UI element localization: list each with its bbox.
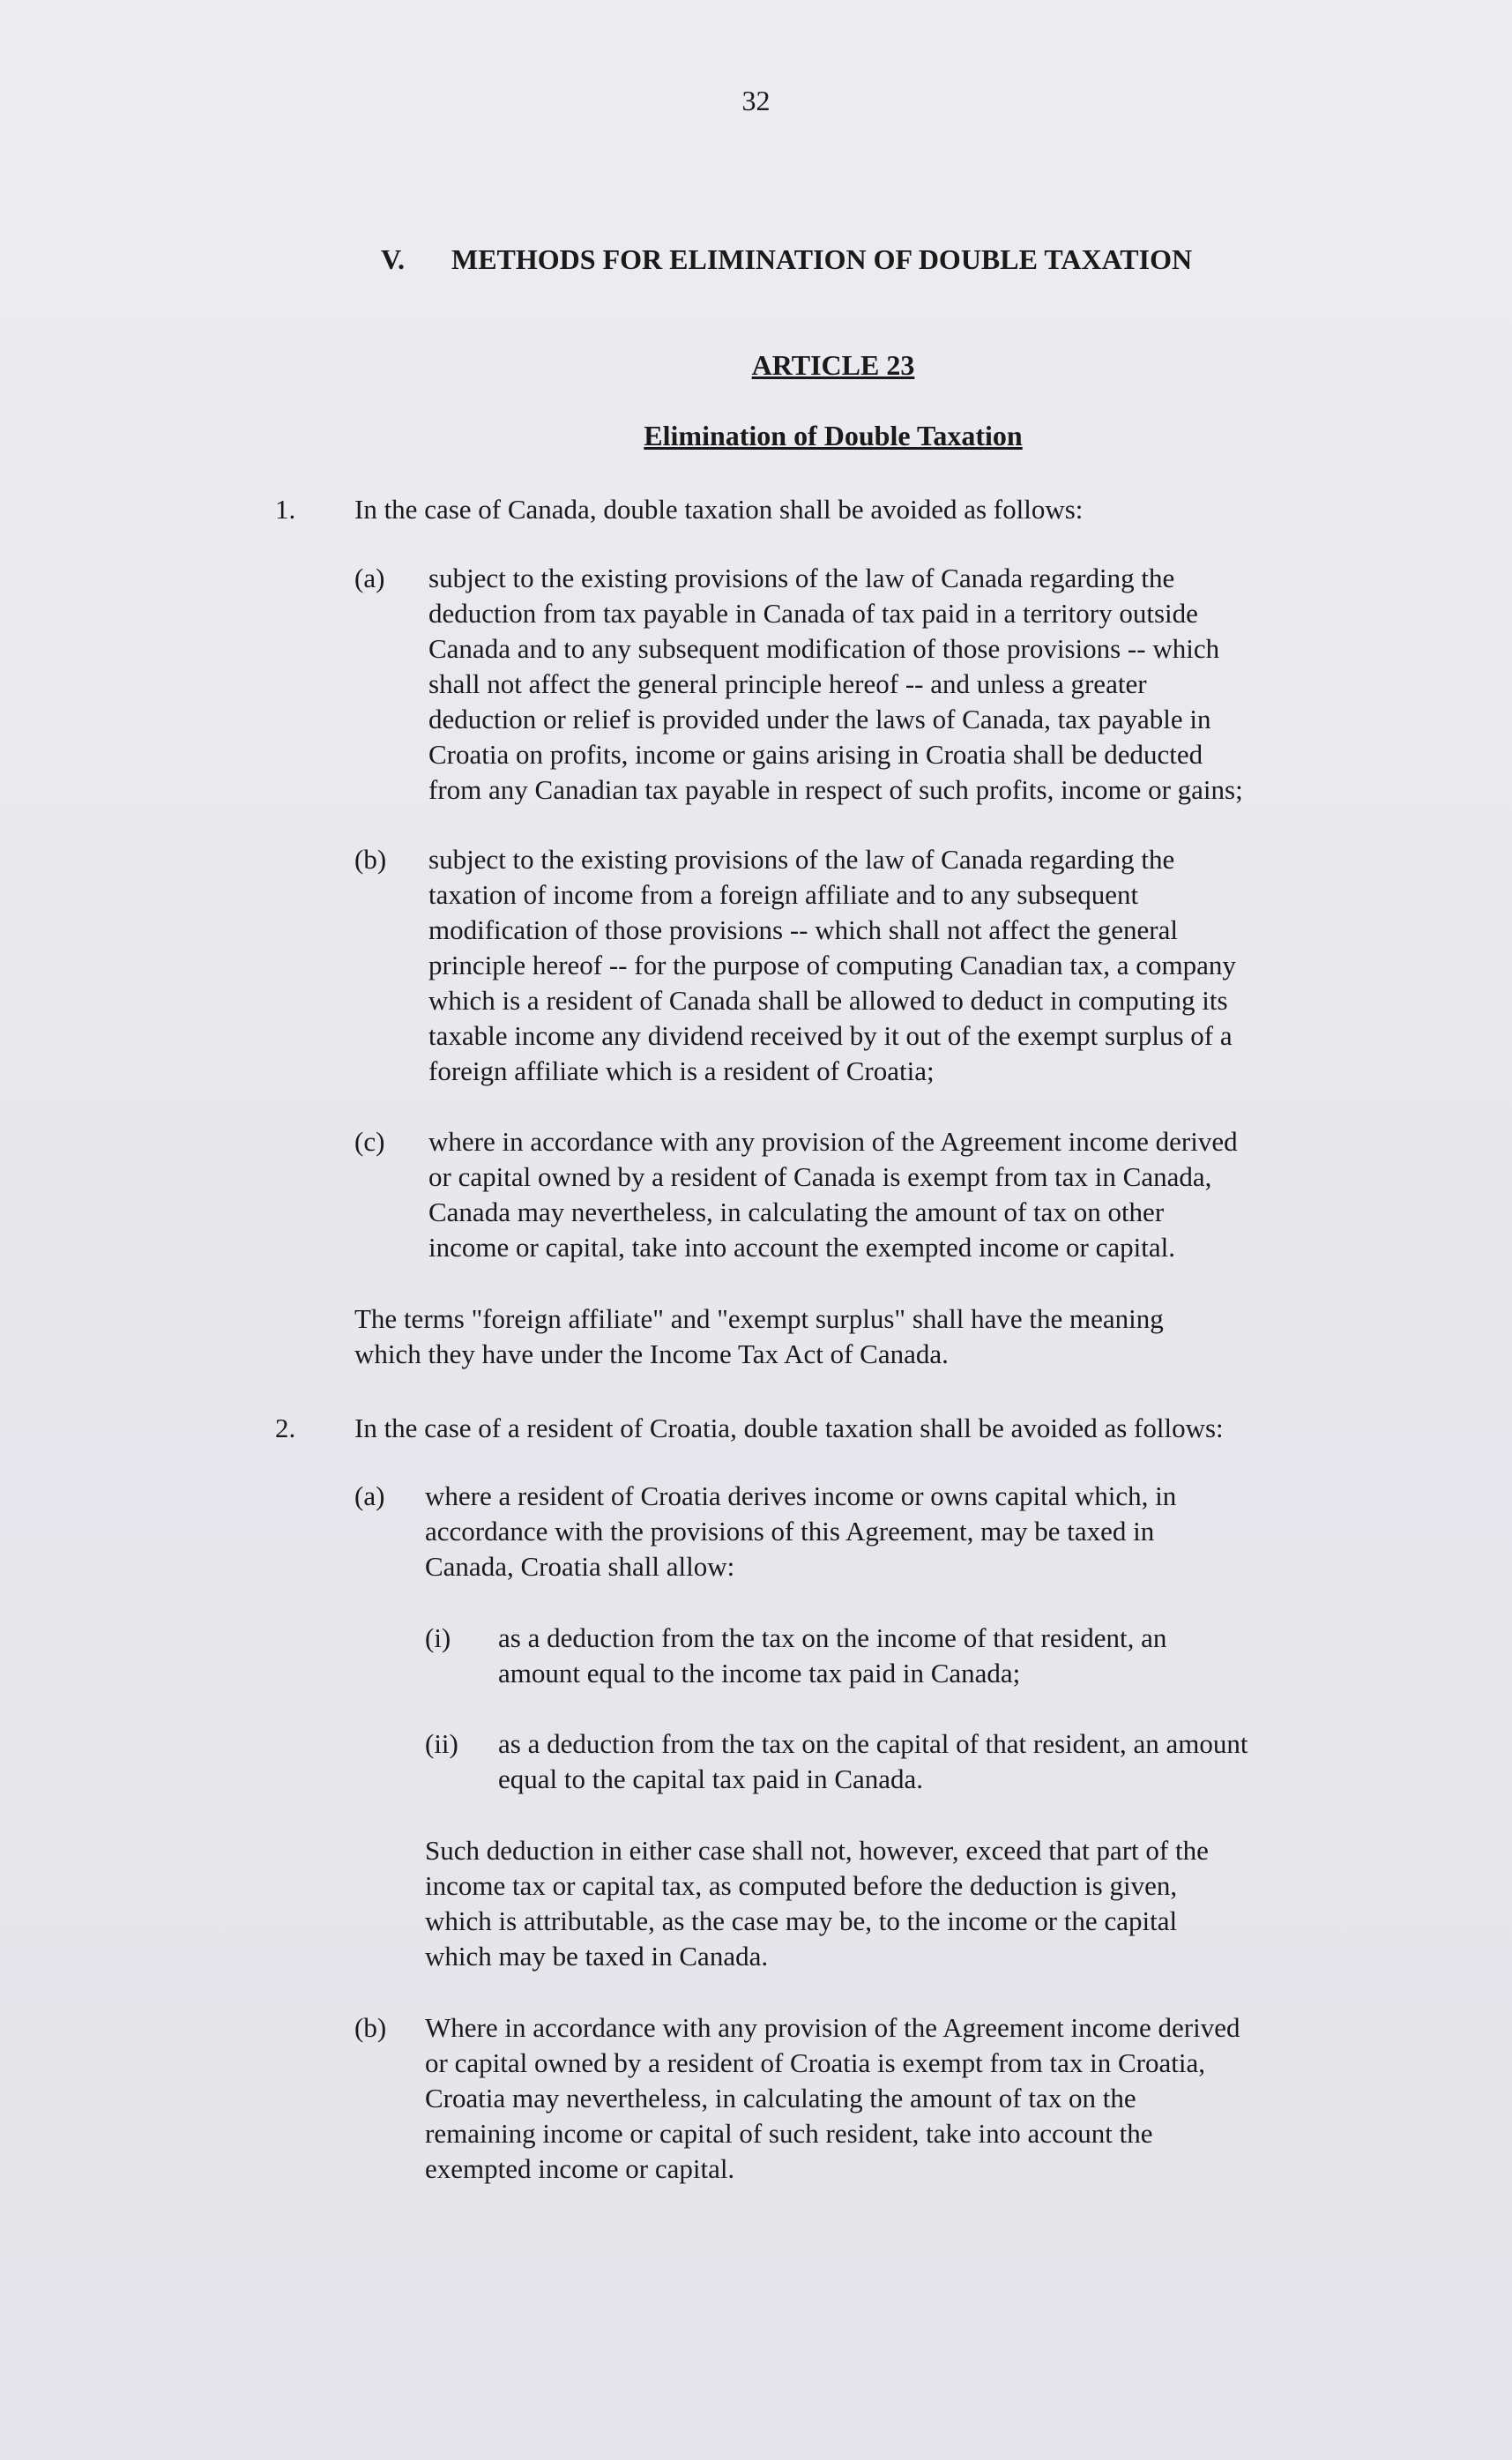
paragraph-1-terms xyxy=(354,1301,1164,1372)
text-line: The terms "foreign affiliate" and "exempt surplus" shall have the meaning xyxy=(354,1303,1164,1334)
text-line: income or capital, take into account the exempted income or capital. xyxy=(428,1232,1175,1263)
paragraph-1c-label: (c) xyxy=(354,1126,385,1157)
text-line: equal to the capital tax paid in Canada. xyxy=(498,1763,924,1794)
section-numeral: V. xyxy=(381,243,405,275)
text-line: deduction from tax payable in Canada of tax paid in a territory outside xyxy=(428,598,1198,629)
article-title: ARTICLE 23 xyxy=(751,349,915,381)
text-line: Croatia on profits, income or gains arising in Croatia shall be deducted xyxy=(428,739,1203,770)
text-line: exempted income or capital. xyxy=(425,2153,735,2184)
text-line: Such deduction in either case shall not, however, exceed that part of the xyxy=(425,1835,1209,1866)
paragraph-2a-text xyxy=(425,1479,1176,1584)
text-line: accordance with the provisions of this Agreement, may be taxed in xyxy=(425,1516,1155,1547)
text-line: amount equal to the income tax paid in Canada; xyxy=(498,1658,1021,1688)
paragraph-2a-i-text xyxy=(498,1621,1166,1691)
paragraph-2a-ii-label: (ii) xyxy=(425,1728,458,1759)
paragraph-1-intro: In the case of Canada, double taxation shall be avoided as follows: xyxy=(354,494,1084,525)
paragraph-2b-text xyxy=(425,2010,1240,2187)
text-line: taxation of income from a foreign affiliate and to any subsequent xyxy=(428,879,1139,910)
paragraph-1a-label: (a) xyxy=(354,563,385,593)
text-line: remaining income or capital of such resident, take into account the xyxy=(425,2118,1153,2149)
paragraph-1b-text xyxy=(428,842,1236,1089)
paragraph-2a-label: (a) xyxy=(354,1480,385,1511)
text-line: or capital owned by a resident of Croatia is exempt from tax in Croatia, xyxy=(425,2047,1205,2078)
text-line: which may be taxed in Canada. xyxy=(425,1941,769,1972)
paragraph-2a-ii-text xyxy=(498,1726,1248,1797)
paragraph-1b-label: (b) xyxy=(354,844,387,875)
paragraph-2-number: 2. xyxy=(275,1413,296,1443)
text-line: where in accordance with any provision of the Agreement income derived xyxy=(428,1126,1238,1157)
text-line: from any Canadian tax payable in respect of such profits, income or gains; xyxy=(428,774,1243,805)
text-line: subject to the existing provisions of the law of Canada regarding the xyxy=(428,563,1175,593)
paragraph-1c-text xyxy=(428,1124,1238,1265)
text-line: Croatia may nevertheless, in calculating the amount of tax on the xyxy=(425,2083,1136,2113)
page-number: 32 xyxy=(741,85,771,116)
text-line: Where in accordance with any provision of the Agreement income derived xyxy=(425,2012,1240,2043)
paragraph-1-number: 1. xyxy=(275,494,296,525)
paragraph-2-intro: In the case of a resident of Croatia, double taxation shall be avoided as follows: xyxy=(354,1413,1224,1443)
paragraph-2a-i-label: (i) xyxy=(425,1622,451,1653)
text-line: where a resident of Croatia derives income or owns capital which, in xyxy=(425,1480,1177,1511)
text-line: deduction or relief is provided under the laws of Canada, tax payable in xyxy=(428,704,1211,734)
text-line: subject to the existing provisions of the law of Canada regarding the xyxy=(428,844,1175,875)
section-heading xyxy=(381,243,1192,276)
text-line: which is a resident of Canada shall be allowed to deduct in computing its xyxy=(428,985,1228,1016)
article-subtitle: Elimination of Double Taxation xyxy=(644,420,1023,451)
text-line: Canada, Croatia shall allow: xyxy=(425,1551,735,1582)
text-line: which is attributable, as the case may be, to the income or the capital xyxy=(425,1905,1178,1936)
text-line: or capital owned by a resident of Canada is exempt from tax in Canada, xyxy=(428,1161,1212,1192)
text-line: taxable income any dividend received by it out of the exempt surplus of a xyxy=(428,1020,1233,1051)
text-line: as a deduction from the tax on the capital of that resident, an amount xyxy=(498,1728,1248,1759)
text-line: which they have under the Income Tax Act of Canada. xyxy=(354,1338,949,1369)
paragraph-2b-label: (b) xyxy=(354,2012,387,2043)
text-line: Canada and to any subsequent modification of those provisions -- which xyxy=(428,633,1220,664)
text-line: income tax or capital tax, as computed before the deduction is given, xyxy=(425,1870,1178,1901)
text-line: shall not affect the general principle hereof -- and unless a greater xyxy=(428,668,1147,699)
text-line: modification of those provisions -- which shall not affect the general xyxy=(428,914,1178,945)
text-line: foreign affiliate which is a resident of Croatia; xyxy=(428,1055,935,1086)
paragraph-1a-text xyxy=(428,561,1243,808)
text-line: as a deduction from the tax on the income of that resident, an xyxy=(498,1622,1167,1653)
text-line: principle hereof -- for the purpose of computing Canadian tax, a company xyxy=(428,950,1236,980)
text-line: Canada may nevertheless, in calculating the amount of tax on other xyxy=(428,1196,1165,1227)
paragraph-2a-limitation xyxy=(425,1833,1209,1974)
section-heading-text: METHODS FOR ELIMINATION OF DOUBLE TAXATION xyxy=(451,243,1193,275)
